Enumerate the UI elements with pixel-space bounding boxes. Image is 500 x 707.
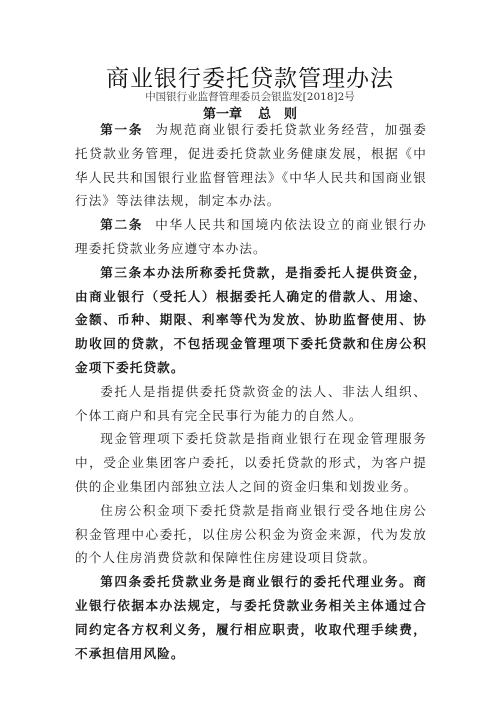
document-subtitle: 中国银行业监督管理委员会银监发[2018]2号 bbox=[145, 91, 355, 103]
definition-paragraph-housing-fund: 住房公积金项下委托贷款是指商业银行受各地住房公积金管理中心委托，以住房公积金为资金来源，代为发放的个人住房消费贷款和保障性住房建设项目贷款。 bbox=[75, 502, 427, 566]
article-2-paragraph bbox=[75, 213, 427, 261]
article-text: 为规范商业银行委托贷款业务经营，加强委托贷款业务管理，促进委托贷款业务健康发展，根据《中华人民共和国银行业监督管理法》《中华人民共和国商业银行法》等法律法规，制定本办法。 bbox=[75, 122, 427, 209]
definition-paragraph-entrustor: 委托人是指提供委托贷款资金的法人、非法人组织、个体工商户和具有完全民事行为能力的自然人。 bbox=[75, 383, 427, 423]
article-4-paragraph: 第四条委托贷款业务是商业银行的委托代理业务。商业银行依据本办法规定，与委托贷款业务相关主体通过合同约定各方权利义务，履行相应职责，收取代理手续费，不承担信用风险。 bbox=[75, 574, 427, 661]
definition-paragraph-cash-management: 现金管理项下委托贷款是指商业银行在现金管理服务中，受企业集团客户委托，以委托贷款的形式，为客户提供的企业集团内部独立法人之间的资金归集和划拨业务。 bbox=[75, 431, 427, 494]
article-3-paragraph: 第三条本办法所称委托贷款，是指委托人提供资金，由商业银行（受托人）根据委托人确定的借款人、用途、金额、币种、期限、利率等代为发放、协助监督使用、协助收回的贷款，不包括现金管理项下委托贷款和住房公积金项下委托贷款。 bbox=[75, 264, 427, 375]
chapter-name: 总 则 bbox=[258, 107, 298, 122]
document-title: 商业银行委托贷款管理办法 bbox=[106, 66, 394, 92]
article-1-paragraph bbox=[75, 118, 427, 213]
article-number: 第一条 bbox=[100, 122, 144, 137]
chapter-number: 第一章 bbox=[202, 107, 242, 122]
article-number: 第二条 bbox=[100, 217, 144, 233]
document-body bbox=[75, 118, 427, 665]
article-text: 中华人民共和国境内依法设立的商业银行办理委托贷款业务应遵守本办法。 bbox=[75, 217, 427, 256]
